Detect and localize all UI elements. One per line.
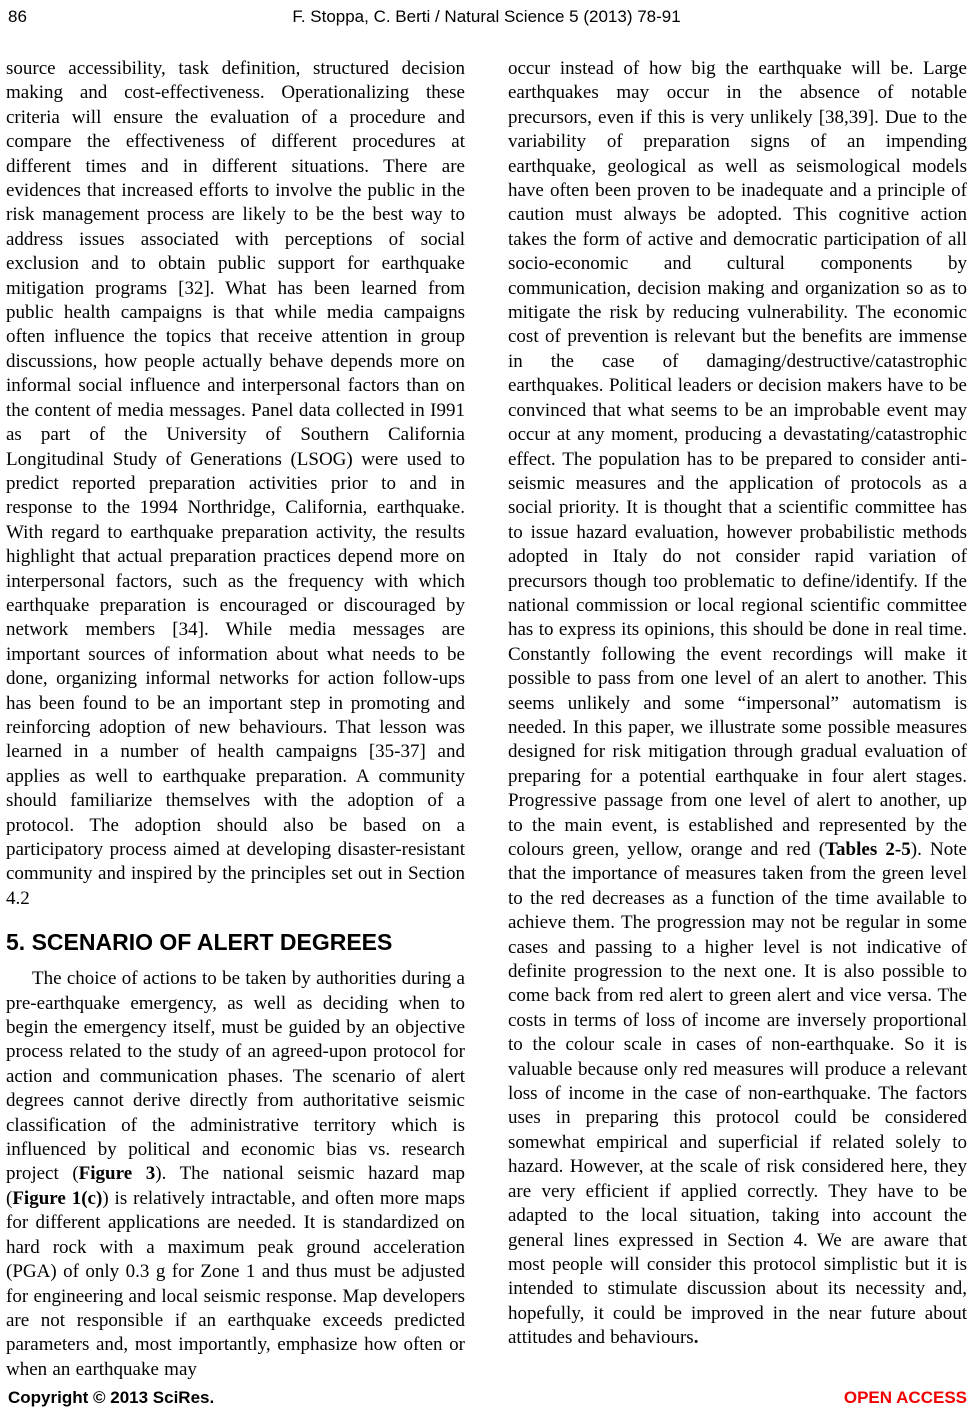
- copyright-notice: Copyright © 2013 SciRes.: [8, 1388, 215, 1407]
- left-paragraph-section5: The choice of actions to be taken by authorities during a pre-earthquake emergency, as well as deciding when to begin the emergency itself, must be guided by an objective process related to the study of an agreed-upon protocol for action and communication phases. The scenario of alert degrees cannot derive directly from authoritative seismic classification of the administrative territory which is influenced by political and economic bias vs. research project (Figure 3). The national seismic hazard map (Figure 1(c)) is relatively intractable, and often more maps for different applications are needed. It is standardized on hard rock with a maximum peak ground acceleration (PGA) of only 0.3 g for Zone 1 and thus must be adjusted for engineering and local seismic response. Map developers are not responsible if an earthquake exceeds predicted parameters and, most importantly, emphasize how often or when an earthquake may: [6, 968, 466, 1380]
- left-column: [6, 57, 465, 1382]
- running-title: F. Stoppa, C. Berti / Natural Science 5 (2013) 78-91: [292, 7, 681, 26]
- right-column: [508, 57, 967, 1382]
- open-access-label: OPEN ACCESS: [843, 1388, 967, 1407]
- page-footer: [6, 1388, 967, 1410]
- article-body: [6, 57, 967, 1382]
- right-paragraph-continuation: occur instead of how big the earthquake will be. Large earthquakes may occur in the absence of notable precursors, even if this is very unlikely [38,39]. Due to the variability of preparation signs of an impending earthquake, geological as well as seismological models have often been proven to be inadequate and a principle of caution must always be adopted. This cognitive action takes the form of active and democratic participation of all socio-economic and cultural components by communication, decision making and organization so as to mitigate the risk by reducing vulnerability. The economic cost of prevention is relevant but the benefits are immense in the case of damaging/destructive/catastrophic earthquakes. Political leaders or decision makers have to be convinced that what seems to be an improbable event may occur at any moment, producing a devastating/catastrophic effect. The population has to be prepared to consider anti-seismic measures and the application of protocols as a social priority. It is thought that a scientific committee has to issue hazard evaluation, however probabilistic methods adopted in Italy do not consider rapid variation of precursors though too problematic to define/identify. If the national commission or local regional scientific committee has to express its opinions, this should be done in real time. Constantly following the event recordings will make it possible to pass from one level of an alert to another. This seems unlikely and some “impersonal” automatism is needed. In this paper, we illustrate some possible measures designed for risk mitigation through gradual evaluation of preparing for a potential earthquake in four alert stages. Progressive passage from one level of alert to another, up to the main event, is established and represented by the colours green, yellow, orange and red (Tables 2-5). Note that the importance of measures taken from the green level to the red decreases as a function of the time available to achieve them. The progression may not be regular in some cases and passing to a higher level is not indicative of definite progression to the next one. It is also possible to come back from red alert to green alert and vice versa. The costs in terms of loss of income are inversely proportional to the colour scale in cases of non-earthquake. So it is valuable because only red measures will produce a relevant loss of income in the case of non-earthquake. The factors uses in preparing this protocol could be considered somewhat empirical and superficial if related solely to hazard. However, at the scale of risk considered here, they are very efficient if applied correctly. They have to be adapted to the local situation, taking into account the general lines expressed in Section 4. We are aware that most people will consider this protocol simplistic but it is intended to stimulate discussion about its necessity and, hopefully, it could be improved in the near future about attitudes and behaviours.: [508, 58, 967, 1349]
- page-header: [6, 7, 967, 31]
- section-heading: 5. SCENARIO OF ALERT DEGREES: [6, 929, 393, 956]
- page-number: 86: [8, 7, 27, 26]
- left-paragraph-continuation: source accessibility, task definition, structured decision making and cost-effectiveness. Operationalizing these criteria will ensure the evaluation of a procedure and compare the effectiveness of different procedures at different times and in different situations. There are evidences that increased efforts to involve the public in the risk management process are likely to be the best way to address issues associated with perceptions of social exclusion and to obtain public support for earthquake mitigation programs [32]. What has been learned from public health campaigns is that while media campaigns often influence the topics that receive attention in group discussions, how people actually behave depends more on informal social influence and interpersonal factors than on the content of media messages. Panel data collected in I991 as part of the University of Southern California Longitudinal Study of Generations (LSOG) were used to predict reported preparation activities prior to and in response to the 1994 Northridge, California, earthquake. With regard to earthquake preparation activity, the results highlight that actual preparation practices depend more on interpersonal factors, such as the frequency with which earthquake preparation is encouraged or discouraged by network members [34]. While media messages are important sources of information about what needs to be done, organizing informal networks for action follow-ups has been found to be an important step in promoting and reinforcing adoption of new behaviours. That lesson was learned in a number of health campaigns [35-37] and applies as well to earthquake preparation. A community should familiarize themselves with the adoption of a protocol. The adoption should also be based on a participatory process aimed at developing disaster-resistant community and inspired by the principles set out in Section 4.2: [6, 58, 465, 909]
